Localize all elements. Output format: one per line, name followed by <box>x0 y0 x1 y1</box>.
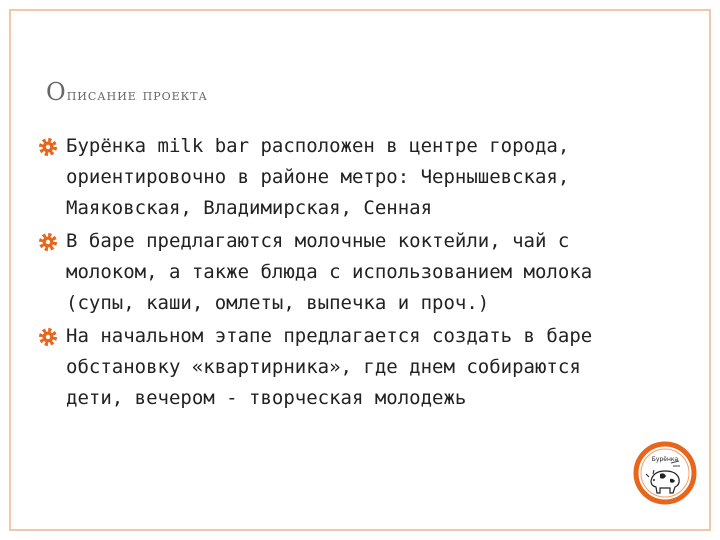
gear-icon <box>38 327 58 347</box>
title-rest: писание проекта <box>66 86 208 104</box>
list-item <box>38 131 638 224</box>
bullet-text: Бурёнка milk bar расположен в центре города, ориентировочно в районе метро: Чернышевская, Маяковская, Владимирская, Сенная <box>66 135 570 219</box>
logo-text: Бурёнка <box>651 456 679 463</box>
bullet-text: На начальном этапе предлагается создать в баре обстановку «квартирника», где днем собираются дети, вечером - творческая молодежь <box>66 325 593 409</box>
bullet-text: В баре предлагаются молочные коктейли, чай с молоком, а также блюда с использованием молока (супы, каши, омлеты, выпечка и проч.) <box>66 230 593 314</box>
title-first-letter: О <box>46 78 67 106</box>
gear-icon <box>38 232 58 252</box>
bullet-list <box>38 131 638 416</box>
page-title <box>46 80 208 104</box>
list-item <box>38 226 638 319</box>
logo <box>633 441 697 505</box>
gear-icon <box>38 137 58 157</box>
list-item <box>38 321 638 414</box>
